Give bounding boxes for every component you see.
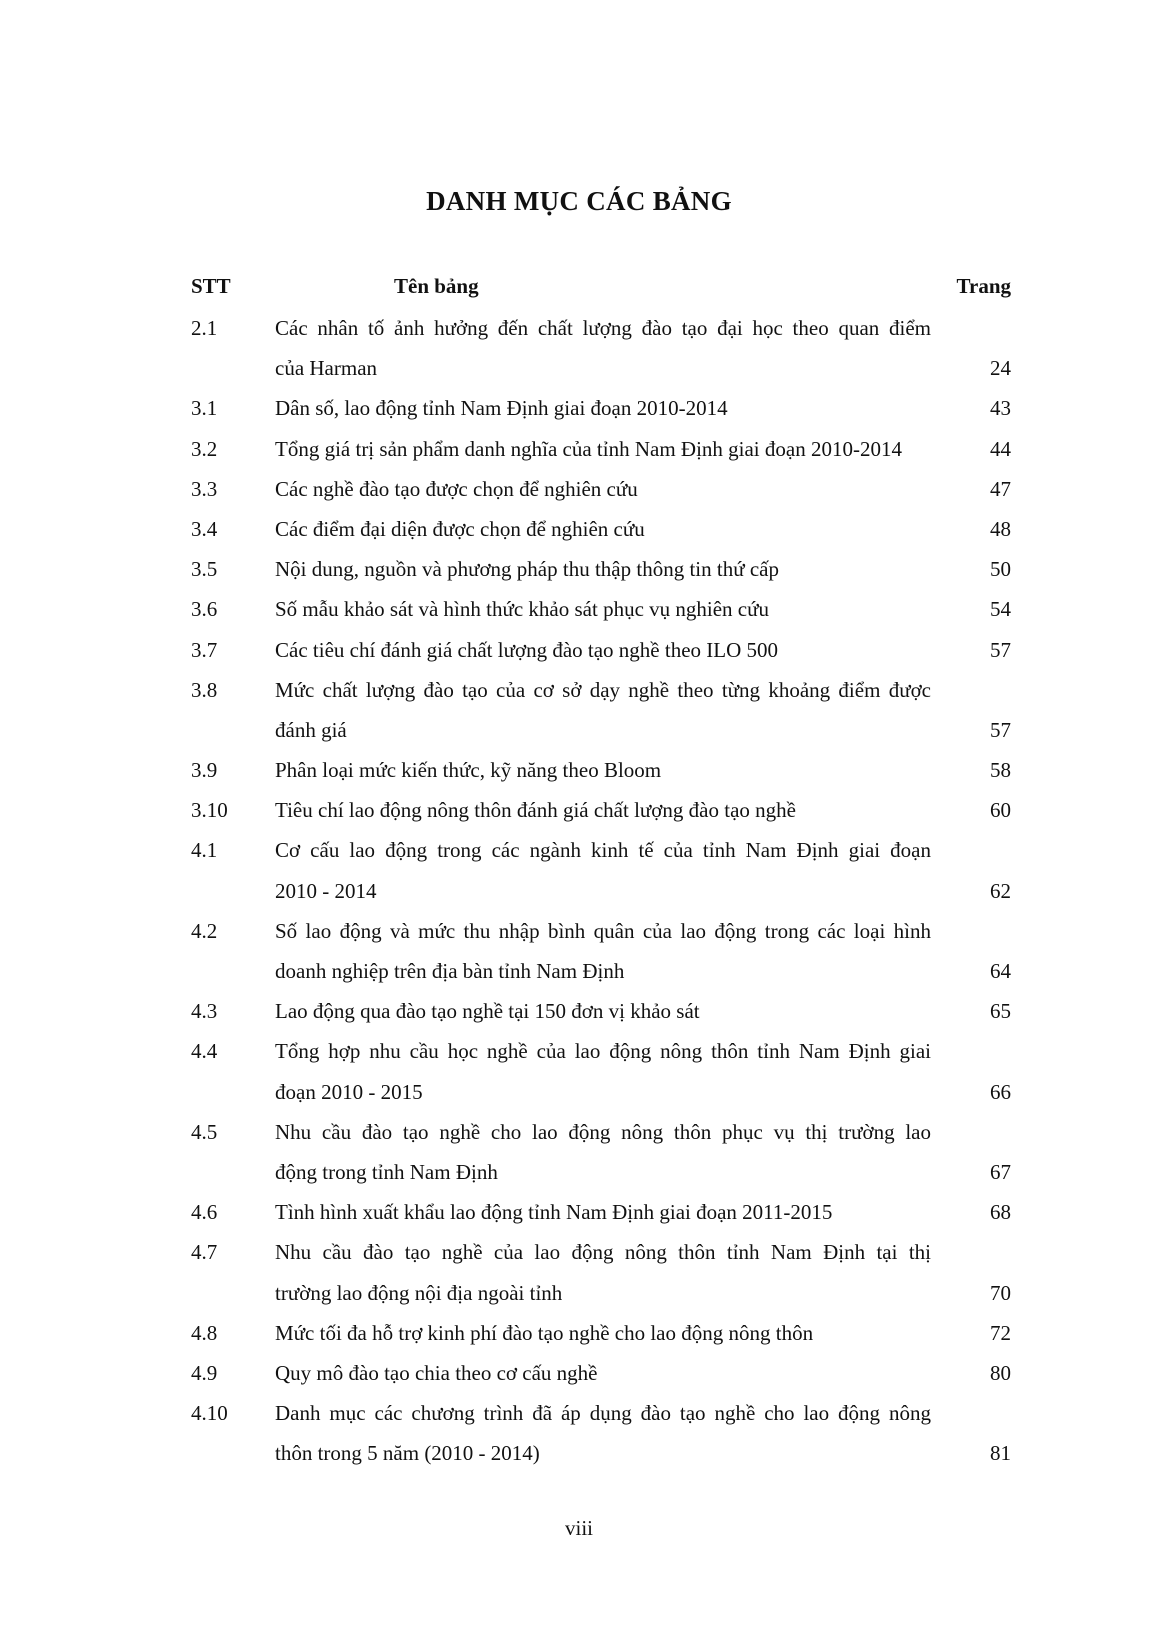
row-title: Danh mục các chương trình đã áp dụng đào tạo nghề cho lao động nông bbox=[275, 1401, 931, 1426]
table-row bbox=[191, 1232, 1011, 1312]
row-stt: 4.1 bbox=[191, 838, 218, 863]
row-page: 72 bbox=[990, 1320, 1011, 1345]
row-page: 70 bbox=[990, 1280, 1011, 1305]
row-stt: 3.3 bbox=[191, 476, 218, 501]
table-row bbox=[191, 1353, 1011, 1393]
table-row bbox=[191, 308, 1011, 388]
row-page: 48 bbox=[990, 516, 1011, 541]
row-page: 50 bbox=[990, 557, 1011, 582]
row-stt: 3.8 bbox=[191, 677, 218, 702]
row-title: Mức tối đa hỗ trợ kinh phí đào tạo nghề cho lao động nông thôn bbox=[275, 1320, 814, 1345]
row-page: 80 bbox=[990, 1360, 1011, 1385]
row-title-continued: động trong tỉnh Nam Định bbox=[275, 1159, 498, 1184]
row-title: Nội dung, nguồn và phương pháp thu thập thông tin thứ cấp bbox=[275, 557, 779, 582]
row-page: 81 bbox=[990, 1441, 1011, 1466]
row-stt: 4.7 bbox=[191, 1240, 218, 1265]
row-page: 58 bbox=[990, 758, 1011, 783]
row-title-continued: đánh giá bbox=[275, 717, 347, 742]
row-stt: 4.6 bbox=[191, 1200, 218, 1225]
table-row bbox=[191, 991, 1011, 1031]
row-title: Các tiêu chí đánh giá chất lượng đào tạo nghề theo ILO 500 bbox=[275, 637, 779, 662]
row-title: Số mẫu khảo sát và hình thức khảo sát phục vụ nghiên cứu bbox=[275, 597, 770, 622]
table-row bbox=[191, 630, 1011, 670]
table-row bbox=[191, 469, 1011, 509]
table-row bbox=[191, 670, 1011, 750]
row-title: Tổng hợp nhu cầu học nghề của lao động nông thôn tỉnh Nam Định giai bbox=[275, 1039, 931, 1064]
row-page: 67 bbox=[990, 1159, 1011, 1184]
header-stt: STT bbox=[191, 274, 231, 298]
row-stt: 4.2 bbox=[191, 918, 218, 943]
row-title: Số lao động và mức thu nhập bình quân của lao động trong các loại hình bbox=[275, 918, 931, 943]
header-page: Trang bbox=[956, 274, 1011, 298]
page-title: DANH MỤC CÁC BẢNG bbox=[426, 186, 732, 216]
row-page: 66 bbox=[990, 1079, 1011, 1104]
row-title: Cơ cấu lao động trong các ngành kinh tế của tỉnh Nam Định giai đoạn bbox=[275, 838, 931, 863]
row-title: Các nghề đào tạo được chọn để nghiên cứu bbox=[275, 476, 638, 501]
row-title-continued: của Harman bbox=[275, 356, 378, 381]
row-title-continued: đoạn 2010 - 2015 bbox=[275, 1079, 423, 1104]
page-number: viii bbox=[564, 1516, 593, 1540]
table-row bbox=[191, 589, 1011, 629]
row-page: 54 bbox=[990, 597, 1011, 622]
row-page: 47 bbox=[990, 476, 1011, 501]
row-title-continued: 2010 - 2014 bbox=[275, 878, 377, 903]
table-row bbox=[191, 1031, 1011, 1111]
table-row bbox=[191, 549, 1011, 589]
row-page: 68 bbox=[990, 1200, 1011, 1225]
row-title: Nhu cầu đào tạo nghề cho lao động nông thôn phục vụ thị trường lao bbox=[275, 1119, 931, 1144]
row-page: 64 bbox=[990, 959, 1011, 983]
row-page: 44 bbox=[990, 436, 1011, 461]
row-title: Phân loại mức kiến thức, kỹ năng theo Bloom bbox=[275, 758, 662, 783]
row-stt: 3.4 bbox=[191, 516, 218, 541]
row-stt: 3.1 bbox=[191, 396, 218, 421]
row-page: 57 bbox=[990, 717, 1011, 742]
row-title: Dân số, lao động tỉnh Nam Định giai đoạn 2010-2014 bbox=[275, 396, 728, 421]
row-title: Nhu cầu đào tạo nghề của lao động nông thôn tỉnh Nam Định tại thị bbox=[275, 1240, 931, 1265]
table-row bbox=[191, 1313, 1011, 1353]
row-stt: 4.4 bbox=[191, 1039, 218, 1064]
table-row bbox=[191, 1112, 1011, 1192]
row-stt: 4.3 bbox=[191, 999, 218, 1024]
row-stt: 3.5 bbox=[191, 557, 218, 582]
row-title: Tình hình xuất khẩu lao động tỉnh Nam Định giai đoạn 2011-2015 bbox=[275, 1200, 833, 1225]
row-title: Tổng giá trị sản phẩm danh nghĩa của tỉnh Nam Định giai đoạn 2010-2014 bbox=[275, 436, 902, 461]
table-row bbox=[191, 429, 1011, 469]
row-title: Quy mô đào tạo chia theo cơ cấu nghề bbox=[275, 1360, 598, 1385]
header-name: Tên bảng bbox=[394, 274, 479, 298]
row-title: Tiêu chí lao động nông thôn đánh giá chất lượng đào tạo nghề bbox=[275, 798, 796, 823]
table-rows bbox=[191, 308, 1011, 1473]
row-stt: 4.9 bbox=[191, 1360, 218, 1385]
row-stt: 4.5 bbox=[191, 1119, 218, 1144]
row-stt: 3.10 bbox=[191, 798, 228, 823]
row-stt: 3.2 bbox=[191, 436, 218, 461]
row-page: 43 bbox=[990, 396, 1011, 421]
row-stt: 3.7 bbox=[191, 637, 218, 662]
table-row bbox=[191, 911, 1011, 991]
table-row bbox=[191, 388, 1011, 428]
row-title: Các nhân tố ảnh hưởng đến chất lượng đào tạo đại học theo quan điểm bbox=[275, 316, 931, 340]
row-title-continued: trường lao động nội địa ngoài tỉnh bbox=[275, 1280, 563, 1305]
row-stt: 3.9 bbox=[191, 758, 218, 783]
row-stt: 2.1 bbox=[191, 316, 218, 340]
row-page: 60 bbox=[990, 798, 1011, 823]
table-row bbox=[191, 750, 1011, 790]
table-header bbox=[191, 268, 1011, 308]
row-page: 24 bbox=[990, 356, 1011, 381]
table-row bbox=[191, 1192, 1011, 1232]
row-title: Lao động qua đào tạo nghề tại 150 đơn vị khảo sát bbox=[275, 999, 700, 1024]
row-title: Mức chất lượng đào tạo của cơ sở dạy nghề theo từng khoảng điểm được bbox=[275, 677, 931, 702]
row-page: 62 bbox=[990, 878, 1011, 903]
table-row bbox=[191, 790, 1011, 830]
table-row bbox=[191, 509, 1011, 549]
row-page: 57 bbox=[990, 637, 1011, 662]
table-row bbox=[191, 830, 1011, 910]
row-stt: 4.8 bbox=[191, 1320, 218, 1345]
row-stt: 3.6 bbox=[191, 597, 218, 622]
row-title-continued: doanh nghiệp trên địa bàn tỉnh Nam Định bbox=[275, 959, 625, 983]
row-stt: 4.10 bbox=[191, 1401, 228, 1426]
table-row bbox=[191, 1393, 1011, 1473]
row-title: Các điểm đại diện được chọn để nghiên cứu bbox=[275, 516, 645, 541]
table-list bbox=[191, 268, 1011, 1473]
row-page: 65 bbox=[990, 999, 1011, 1024]
row-title-continued: thôn trong 5 năm (2010 - 2014) bbox=[275, 1441, 540, 1466]
